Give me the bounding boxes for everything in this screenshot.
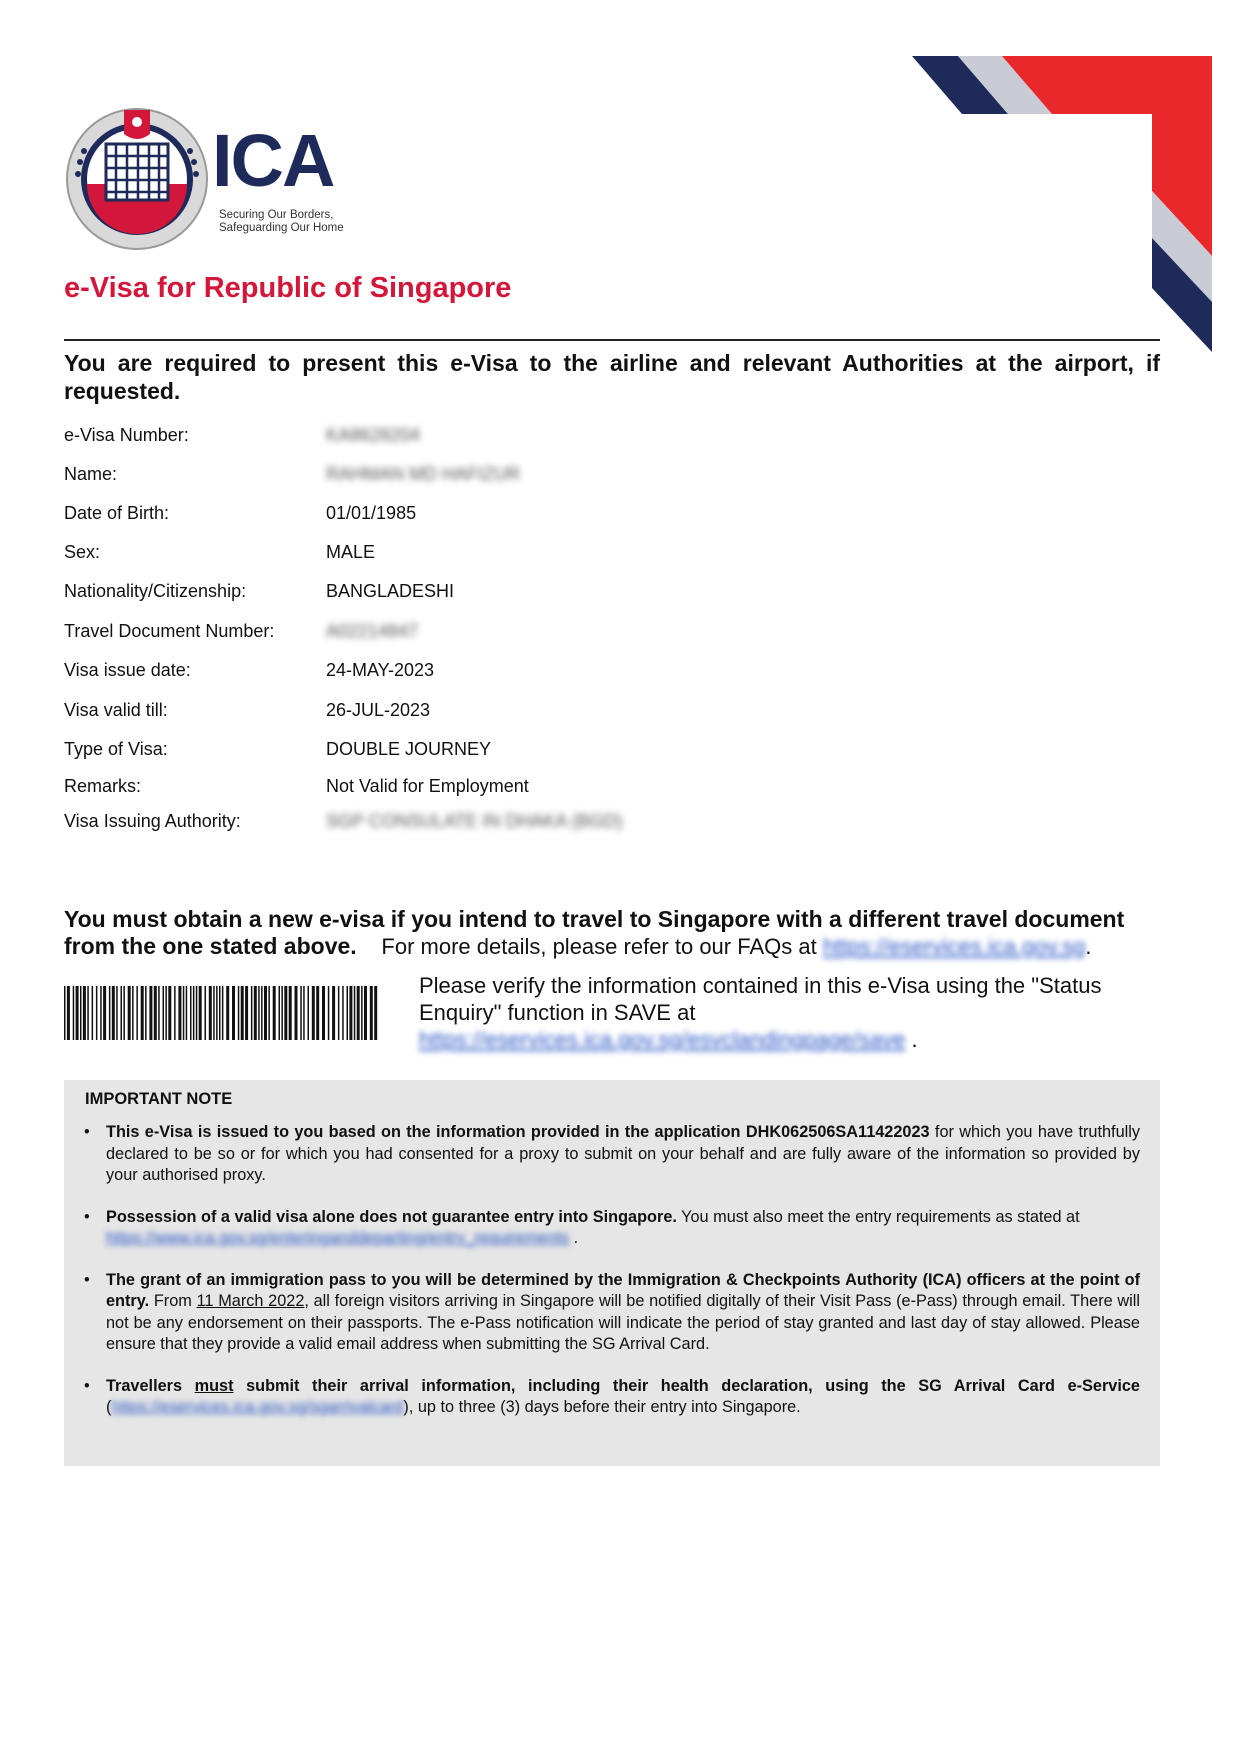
field-value-visa-valid-till: 26-JUL-2023: [326, 700, 431, 720]
ica-wordmark: ICA: [212, 119, 334, 202]
field-label-nationality-citizenship: Nationality/Citizenship:: [64, 581, 247, 601]
field-label-visa-issuing-authority: Visa Issuing Authority:: [64, 811, 241, 831]
note-item-arrival-card: • Travellers must submit their arrival information, including their health declaration, using the SG Arrival Card e-Service (https://eservices.ica.gov.sg/sgarrivalcard), up to three (3) days before their entry into Singapore.: [84, 1376, 1140, 1419]
barcode-bar: [178, 986, 181, 1040]
barcode-bar: [222, 986, 224, 1040]
important-note-list: [84, 1122, 1140, 1439]
field-value-visa-issuing-authority: SGP CONSULATE IN DHAKA (BGD): [326, 811, 623, 831]
barcode: [64, 986, 380, 1040]
field-value-nationality-citizenship: BANGLADESHI: [326, 581, 455, 601]
barcode-bar: [357, 986, 360, 1040]
field-label-e-visa-number: e-Visa Number:: [64, 425, 189, 445]
barcode-bar: [251, 986, 253, 1040]
barcode-bar: [364, 986, 367, 1040]
barcode-bar: [245, 986, 248, 1040]
ica-logo: [64, 104, 364, 264]
field-value-remarks: Not Valid for Employment: [326, 776, 529, 796]
barcode-bar: [123, 986, 125, 1040]
barcode-bar: [232, 986, 235, 1040]
barcode-bar: [328, 986, 330, 1040]
field-label-name: Name:: [64, 464, 118, 484]
barcode-bar: [186, 986, 188, 1040]
barcode-bar: [303, 986, 305, 1040]
present-notice: You are required to present this e-Visa to the airline and relevant Authorities at the airport, if requested.: [64, 350, 1160, 404]
barcode-bar: [347, 986, 349, 1040]
barcode-bar: [174, 986, 176, 1040]
barcode-bar: [87, 986, 89, 1040]
barcode-bar: [183, 986, 185, 1040]
barcode-bar: [241, 986, 244, 1040]
ica-seal-icon: [64, 104, 210, 250]
field-value-sex: MALE: [326, 542, 376, 562]
page-title: e-Visa for Republic of Singapore: [64, 272, 512, 304]
new-visa-notice: You must obtain a new e-visa if you intend to travel to Singapore with a different travel document from the one stated above. For more details, please refer to our FAQs at https://eservices.ica.gov.sg.: [64, 906, 1125, 959]
barcode-bar: [158, 986, 160, 1040]
important-note-title: IMPORTANT NOTE: [85, 1090, 233, 1108]
barcode-bar: [92, 986, 94, 1040]
barcode-bar: [73, 986, 75, 1040]
barcode-bar: [322, 986, 325, 1040]
field-label-remarks: Remarks:: [64, 776, 142, 796]
note-item-entry: • Possession of a valid visa alone does not guarantee entry into Singapore. You must also meet the entry requirements as stated at https://www.ica.gov.sg/enteringanddeparting/entry_requirements .: [84, 1207, 1140, 1250]
barcode-bar: [268, 986, 270, 1040]
barcode-bar: [64, 986, 66, 1040]
barcode-bar: [136, 986, 138, 1040]
barcode-bar: [281, 986, 283, 1040]
barcode-bar: [300, 986, 302, 1040]
barcode-bar: [168, 986, 171, 1040]
arrival-card-link[interactable]: https://eservices.ica.gov.sg/sgarrivalcard: [111, 1398, 404, 1416]
barcode-bar: [109, 986, 111, 1040]
barcode-bar: [273, 986, 276, 1040]
barcode-bar: [342, 986, 344, 1040]
barcode-bar: [354, 986, 356, 1040]
barcode-bar: [165, 986, 167, 1040]
field-value-travel-document-number: A02214847: [326, 621, 419, 641]
barcode-bar: [258, 986, 260, 1040]
barcode-bar: [238, 986, 240, 1040]
barcode-bar: [145, 986, 147, 1040]
barcode-bar: [100, 986, 102, 1040]
barcode-bar: [261, 986, 263, 1040]
note-item-immigration-pass: • The grant of an immigration pass to you will be determined by the Immigration & Checkpoints Authority (ICA) officers at the point of entry. From 11 March 2022, all foreign visitors arriving in Singapore will be notified digitally of their Visit Pass (e-Pass) through email. There will not be any endorsement on their passports. The e-Pass notification will indicate the period of stay granted and last day of stay allowed. Please ensure that they provide a valid email address when submitting the SG Arrival Card.: [84, 1270, 1140, 1356]
barcode-bar: [219, 986, 221, 1040]
barcode-bar: [264, 986, 267, 1040]
field-label-sex: Sex:: [64, 542, 101, 562]
barcode-bar: [295, 986, 298, 1040]
field-label-travel-document-number: Travel Document Number:: [64, 621, 275, 641]
barcode-bar: [190, 986, 192, 1040]
barcode-bar: [289, 986, 292, 1040]
barcode-bar: [112, 986, 115, 1040]
barcode-bar: [154, 986, 157, 1040]
save-link[interactable]: https://eservices.ica.gov.sg/esvclandingpage/save: [419, 1027, 906, 1052]
barcode-bar: [209, 986, 212, 1040]
barcode-bar: [103, 986, 106, 1040]
barcode-bar: [196, 986, 198, 1040]
barcode-bar: [226, 986, 229, 1040]
barcode-bar: [374, 986, 377, 1040]
note-item-issued: • This e-Visa is issued to you based on the information provided in the application DHK062506SA11422023 for which you have truthfully declared to be so or for which you had consented for a proxy to submit on your behalf and are fully aware of the information so provided by your authorised proxy.: [84, 1122, 1140, 1187]
field-label-visa-valid-till: Visa valid till:: [64, 700, 168, 720]
corner-stripe-graphic: [912, 56, 1212, 356]
barcode-bar: [149, 986, 152, 1040]
field-value-date-of-birth: 01/01/1985: [326, 503, 417, 523]
barcode-bar: [213, 986, 215, 1040]
faq-link[interactable]: https://eservices.ica.gov.sg: [822, 934, 1086, 959]
barcode-bar: [116, 986, 118, 1040]
barcode-bar: [216, 986, 218, 1040]
field-label-type-of-visa: Type of Visa:: [64, 739, 168, 759]
barcode-bar: [284, 986, 287, 1040]
barcode-bar: [370, 986, 373, 1040]
field-value-visa-issue-date: 24-MAY-2023: [326, 660, 435, 680]
important-note-box: [64, 1080, 1160, 1466]
barcode-bar: [332, 986, 335, 1040]
barcode-bar: [163, 986, 165, 1040]
barcode-bar: [96, 986, 98, 1040]
barcode-bar: [349, 986, 352, 1040]
field-value-type-of-visa: DOUBLE JOURNEY: [326, 739, 492, 759]
barcode-bar: [141, 986, 144, 1040]
barcode-bar: [279, 986, 281, 1040]
barcode-bar: [312, 986, 315, 1040]
barcode-bar: [254, 986, 257, 1040]
verify-notice: Please verify the information contained in this e-Visa using the "Status Enquiry" function in SAVE at https://eservices.ica.gov.sg/esvclandingpage/save .: [419, 973, 1102, 1052]
barcode-bar: [121, 986, 123, 1040]
field-value-e-visa-number: KA8628204: [326, 425, 421, 445]
entry-requirements-link[interactable]: https://www.ica.gov.sg/enteringanddeparting/entry_requirements: [106, 1229, 570, 1247]
field-label-date-of-birth: Date of Birth:: [64, 503, 170, 523]
barcode-bar: [205, 986, 207, 1040]
barcode-bar: [80, 986, 82, 1040]
field-value-name: RAHMAN MD HAFIZUR: [326, 464, 520, 484]
barcode-bar: [193, 986, 195, 1040]
ica-tagline: Securing Our Borders, Safeguarding Our Home: [219, 209, 344, 234]
barcode-bar: [67, 986, 70, 1040]
divider: [64, 339, 1160, 341]
barcode-bar: [83, 986, 86, 1040]
barcode-bar: [132, 986, 134, 1040]
field-label-visa-issue-date: Visa issue date:: [64, 660, 191, 680]
barcode-bar: [361, 986, 363, 1040]
barcode-bar: [308, 986, 310, 1040]
barcode-bar: [199, 986, 202, 1040]
barcode-bar: [128, 986, 131, 1040]
barcode-bar: [338, 986, 340, 1040]
barcode-bar: [316, 986, 319, 1040]
barcode-bar: [76, 986, 79, 1040]
